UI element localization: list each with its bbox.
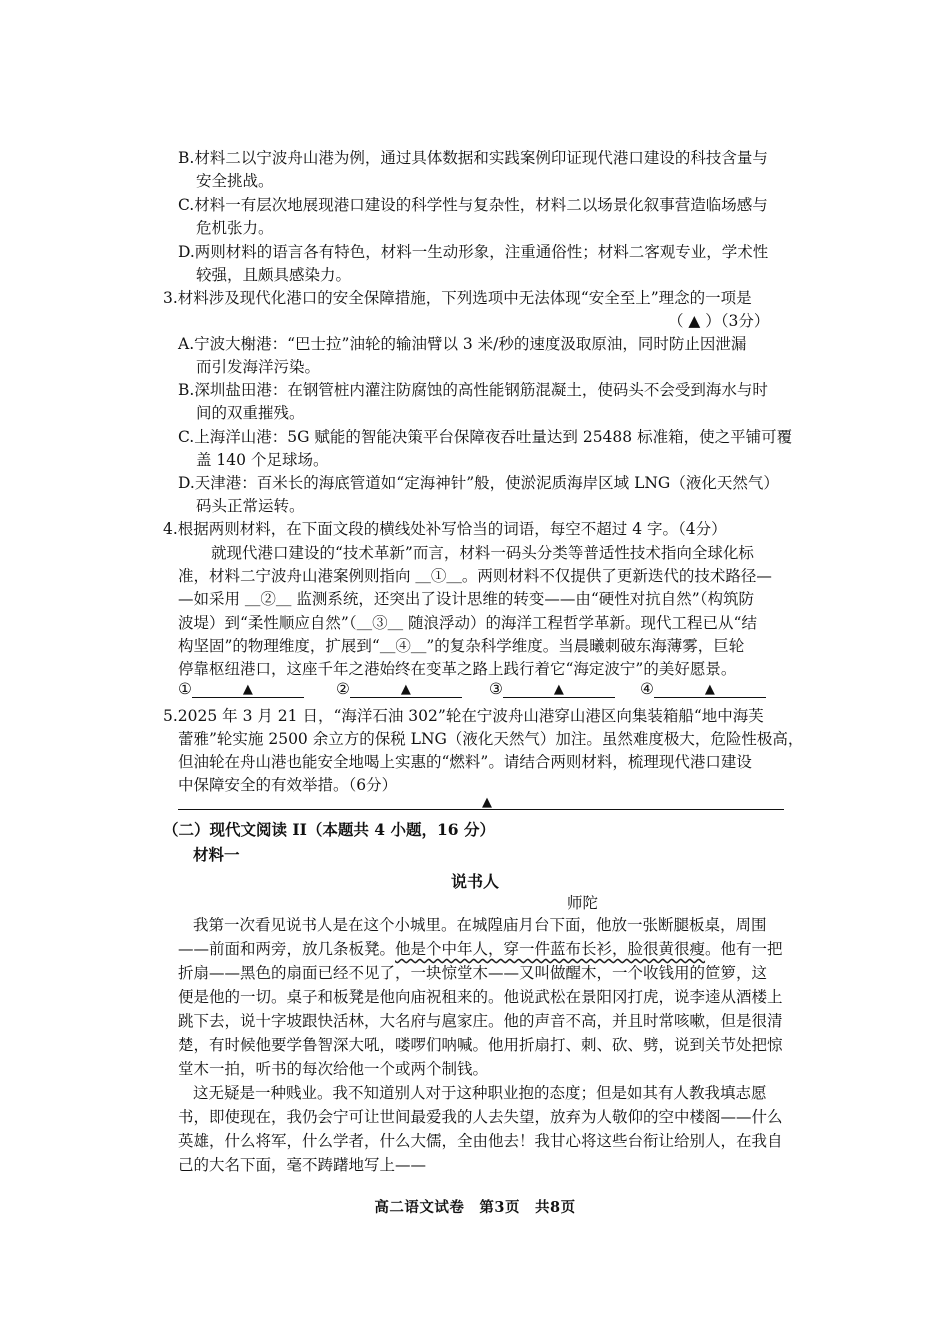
q2-option-c-line1: C.材料一有层次地展现港口建设的科学性与复杂性，材料二以场景化叙事营造临场感与 xyxy=(178,196,768,214)
q4-passage-line2: 准，材料二宁波舟山港案例则指向 ＿①＿。两则材料不仅提供了更新迭代的技术路径— xyxy=(178,567,772,585)
q3-stem: 3.材料涉及现代化港口的安全保障措施，下列选项中无法体现“安全至上”理念的一项是 xyxy=(163,289,752,307)
story-p1-line1: 我第一次看见说书人是在这个小城里。在城隍庙月台下面，他放一张断腿板桌，周围 xyxy=(193,916,767,934)
q3-option-b-line2: 间的双重摧残。 xyxy=(196,404,305,422)
q4-passage-line4: 波堤）到“柔性顺应自然”（＿③＿ 随浪浮动）的海洋工程哲学革新。现代工程已从“结 xyxy=(178,614,757,632)
q5-answer-line[interactable] xyxy=(178,809,784,810)
page-footer: 高二语文试卷 第3页 共8页 xyxy=(374,1199,576,1216)
story-author: 师陀 xyxy=(567,894,599,912)
triangle-mark: ▲ xyxy=(242,682,253,697)
q4-blank-4[interactable]: ④ ▲ xyxy=(640,679,766,698)
q4-passage-line3: —如采用 ＿②＿ 监测系统，还突出了设计思维的转变——由“硬性对抗自然”（构筑防 xyxy=(178,590,754,608)
q3-option-d-line2: 码头正常运转。 xyxy=(196,497,305,515)
story-p2-line4: 己的大名下面，毫不踌躇地写上—— xyxy=(178,1156,427,1174)
story-p1-line5: 跳下去，说十字坡跟快活林，大名府与扈家庄。他的声音不高，并且时常咳嗽，但是很清 xyxy=(178,1012,783,1030)
story-p1-line2: ——前面和两旁，放几条板凳。他是个中年人，穿一件蓝布长衫，脸很黄很瘦。他有一把 xyxy=(178,940,783,958)
q2-option-b-line2: 安全挑战。 xyxy=(196,172,274,190)
q3-option-d-line1: D.天津港：百米长的海底管道如“定海神针”般，使淤泥质海岸区域 LNG（液化天然气） xyxy=(178,474,779,492)
q5-line1: 5.2025 年 3 月 21 日，“海洋石油 302”轮在宁波舟山港穿山港区向集装箱船“地中海芙 xyxy=(163,707,764,725)
story-p1-line6: 楚，有时候他要学鲁智深大吼，喽啰们呐喊。他用折扇打、刺、砍、劈，说到关节处把惊 xyxy=(178,1036,783,1054)
story-title: 说书人 xyxy=(450,872,499,891)
story-p2-line1: 这无疑是一种贱业。我不知道别人对于这种职业抱的态度；但是如其有人教我填志愿 xyxy=(193,1084,767,1102)
q2-option-b-line1: B.材料二以宁波舟山港为例，通过具体数据和实践案例印证现代港口建设的科技含量与 xyxy=(178,149,768,167)
q3-option-b-line1: B.深圳盐田港：在钢管桩内灌注防腐蚀的高性能钢筋混凝土，使码头不会受到海水与时 xyxy=(178,381,768,399)
q5-answer-mark: ▲ xyxy=(482,795,492,810)
q4-passage-line6: 停靠枢纽港口，这座千年之港始终在变革之路上践行着它“海定波宁”的美好愿景。 xyxy=(178,660,737,678)
q4-blank-3[interactable]: ③ ▲ xyxy=(489,679,615,698)
q5-line4: 中保障安全的有效举措。（6分） xyxy=(178,776,398,794)
story-p1-line4: 便是他的一切。桌子和板凳是他向庙祝租来的。他说武松在景阳冈打虎，说李逵从酒楼上 xyxy=(178,988,783,1006)
story-p1-line7: 堂木一拍，听书的每次给他一个或两个制钱。 xyxy=(178,1060,489,1078)
story-p2-line2: 书，即使现在，我仍会宁可让世间最爱我的人去失望，放弃为人敬仰的空中楼阁——什么 xyxy=(178,1108,783,1126)
q4-blank-2[interactable]: ② ▲ xyxy=(336,679,462,698)
q4-answer-blanks xyxy=(178,679,778,701)
q4-stem: 4.根据两则材料，在下面文段的横线处补写恰当的词语，每空不超过 4 字。（4分） xyxy=(163,520,727,538)
q3-option-c-line1: C.上海洋山港：5G 赋能的智能决策平台保障夜吞吐量达到 25488 标准箱，使之平铺可覆 xyxy=(178,428,793,446)
triangle-mark: ▲ xyxy=(704,682,715,697)
q3-option-a-line1: A.宁波大榭港：“巴士拉”油轮的输油臂以 3 米/秒的速度汲取原油，同时防止因泄漏 xyxy=(178,335,747,353)
q3-answer-bracket: （ ▲ ）（3分） xyxy=(668,312,770,330)
q2-option-d-line1: D.两则材料的语言各有特色，材料一生动形象，注重通俗性；材料二客观专业，学术性 xyxy=(178,243,769,261)
triangle-mark: ▲ xyxy=(553,682,564,697)
q4-blank-1[interactable]: ① ▲ xyxy=(178,679,304,698)
story-p2-line3: 英雄，什么将军，什么学者，什么大儒，全由他去！我甘心将这些台衔让给别人，在我自 xyxy=(178,1132,783,1150)
triangle-mark: ▲ xyxy=(400,682,411,697)
q5-line2: 蕾雅”轮实施 2500 余立方的保税 LNG（液化天然气）加注。虽然难度极大，危险性极高， xyxy=(178,730,804,748)
q2-option-d-line2: 较强，且颇具感染力。 xyxy=(196,266,352,284)
wavy-underlined-text: 他是个中年人，穿一件蓝布长衫，脸很黄很瘦 xyxy=(395,940,706,958)
material-label: 材料一 xyxy=(193,845,240,864)
story-p1-line3: 折扇——黑色的扇面已经不见了，一块惊堂木——又叫做醒木，一个收钱用的笸箩，这 xyxy=(178,964,768,982)
q4-passage-line1: 就现代港口建设的“技术革新”而言，材料一码头分类等普适性技术指向全球化标 xyxy=(211,544,754,562)
q4-passage-line5: 构坚固”的物理维度，扩展到“＿④＿”的复杂科学维度。当晨曦刺破东海薄雾，巨轮 xyxy=(178,637,745,655)
q2-option-c-line2: 危机张力。 xyxy=(196,219,274,237)
q3-option-c-line2: 盖 140 个足球场。 xyxy=(196,451,329,469)
section-heading: （二）现代文阅读 II（本题共 4 小题，16 分） xyxy=(163,820,495,839)
q5-line3: 但油轮在舟山港也能安全地喝上实惠的“燃料”。请结合两则材料，梳理现代港口建设 xyxy=(178,753,752,771)
q3-option-a-line2: 而引发海洋污染。 xyxy=(196,358,321,376)
